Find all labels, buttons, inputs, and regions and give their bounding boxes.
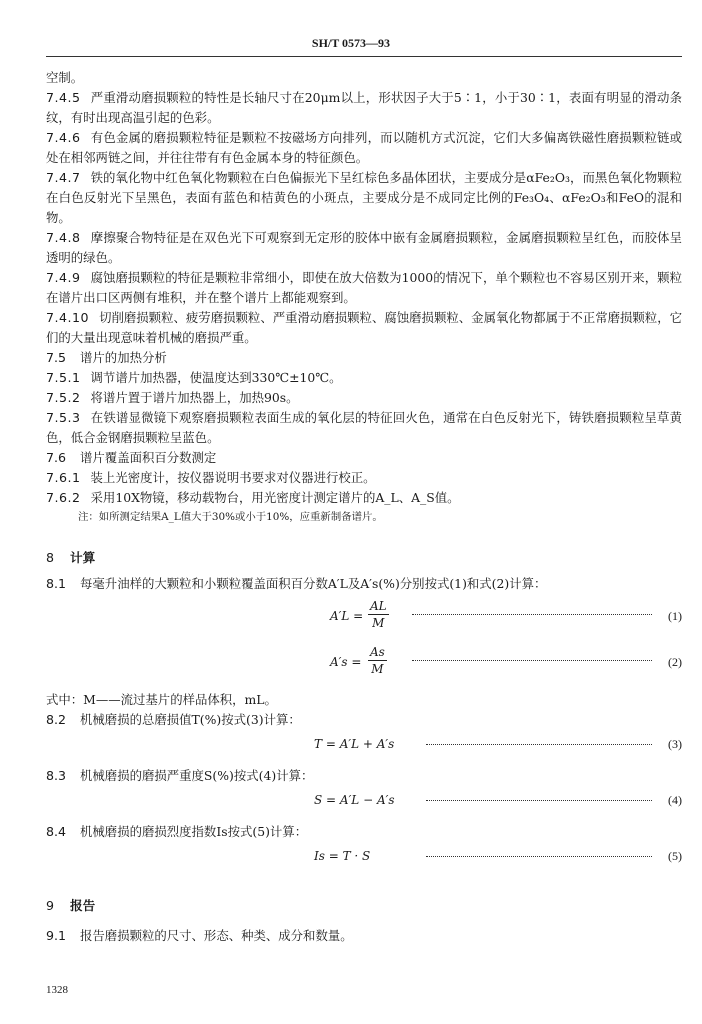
formula-2-lhs: A′s = bbox=[330, 655, 362, 669]
formula-1-numerator: AL bbox=[370, 599, 387, 613]
clause-8-1: 8.1 每毫升油样的大颗粒和小颗粒覆盖面积百分数A′L及A′s(%)分别按式(1)和式(2)计算： bbox=[46, 576, 547, 591]
clause-8-4: 8.4 机械磨损的磨损烈度指数Is按式(5)计算： bbox=[46, 824, 308, 839]
document-body bbox=[46, 68, 682, 946]
clause-7-4-5: 7.4.5 严重滑动磨损颗粒的特性是长轴尺寸在20μm以上，形状因子大于5∶1，小于30∶1，表面有明显的滑动条纹，有时出现高温引起的色彩。 bbox=[46, 90, 682, 125]
note: 注：如所测定结果A_L值大于30%或小于10%，应重新制备谱片。 bbox=[78, 511, 383, 523]
formula-1-denominator: M bbox=[372, 616, 385, 630]
page-header: SH/T 0573—93 bbox=[311, 36, 391, 50]
clause-9-1: 9.1 报告磨损颗粒的尺寸、形态、种类、成分和数量。 bbox=[46, 928, 353, 943]
formula-4-expression: S = A′L − A′s bbox=[314, 793, 395, 807]
formula-2-number: (2) bbox=[668, 655, 682, 669]
formula-1-leader bbox=[412, 614, 652, 615]
formula-5-expression: Is = T · S bbox=[314, 849, 371, 863]
clause-7-6: 7.6 谱片覆盖面积百分数测定 bbox=[46, 450, 217, 465]
clause-7-4-7: 7.4.7 铁的氧化物中红色氧化物颗粒在白色偏振光下呈红棕色多晶体团状，主要成分是αFe₂O₃，而黑色氧化物颗粒在白色反射光下呈黑色，表面有蓝色和桔黄色的小斑点，主要成分是不成同定比例的Fe₃O₄、αFe₂O₃和FeO的混和物。 bbox=[46, 170, 682, 225]
formula-5 bbox=[46, 842, 682, 870]
clause-7-4-6: 7.4.6 有色金属的磨损颗粒特征是颗粒不按磁场方向排列，而以随机方式沉淀，它们大多偏离铁磁性磨损颗粒链或处在相邻两链之间，并往往带有有色金属本身的特征颜色。 bbox=[46, 130, 682, 165]
clause-8-3: 8.3 机械磨损的磨损严重度S(%)按式(4)计算： bbox=[46, 768, 314, 783]
section-8-heading: 8 计算 bbox=[46, 550, 96, 565]
clause-7-5-1: 7.5.1 调节谱片加热器，使温度达到330℃±10℃。 bbox=[46, 370, 342, 385]
formula-5-leader bbox=[426, 856, 652, 857]
clause-7-4-8: 7.4.8 摩擦聚合物特征是在双色光下可观察到无定形的胶体中嵌有金属磨损颗粒，金属磨损颗粒呈红色，而胶体呈透明的绿色。 bbox=[46, 230, 682, 265]
formula-3-number: (3) bbox=[668, 737, 682, 751]
formula-4-leader bbox=[426, 800, 652, 801]
clause-7-5: 7.5 谱片的加热分析 bbox=[46, 350, 167, 365]
formula-3 bbox=[46, 730, 682, 758]
clause-7-6-2: 7.6.2 采用10X物镜，移动载物台，用光密度计测定谱片的A_L、A_S值。 bbox=[46, 490, 460, 505]
page-number: 1328 bbox=[46, 984, 68, 996]
formula-2-leader bbox=[412, 660, 652, 661]
formula-4 bbox=[46, 786, 682, 814]
formula-3-leader bbox=[426, 744, 652, 745]
formula-2-fraction bbox=[368, 644, 387, 677]
formula-2-numerator: As bbox=[370, 645, 385, 659]
formula-1-number: (1) bbox=[668, 609, 682, 623]
clause-8-2: 8.2 机械磨损的总磨损值T(%)按式(3)计算： bbox=[46, 712, 301, 727]
formula-1 bbox=[46, 594, 682, 640]
formula-5-number: (5) bbox=[668, 849, 682, 863]
where-clause: 式中：M——流过基片的样品体积，mL。 bbox=[46, 692, 277, 707]
section-9-heading: 9 报告 bbox=[46, 898, 96, 913]
formula-2-denominator: M bbox=[371, 662, 384, 676]
clause-7-4-10: 7.4.10 切削磨损颗粒、疲劳磨损颗粒、严重滑动磨损颗粒、腐蚀磨损颗粒、金属氧化物都属于不正常磨损颗粒，它们的大量出现意味着机械的磨损严重。 bbox=[46, 310, 682, 345]
formula-1-fraction bbox=[368, 598, 389, 631]
formula-4-number: (4) bbox=[668, 793, 682, 807]
formula-1-lhs: A′L = bbox=[330, 609, 364, 623]
paragraph-continuation: 空制。 bbox=[46, 70, 84, 85]
clause-7-5-3: 7.5.3 在铁谱显微镜下观察磨损颗粒表面生成的氧化层的特征回火色，通常在白色反射光下，铸铁磨损颗粒呈草黄色，低合金钢磨损颗粒呈蓝色。 bbox=[46, 410, 682, 445]
clause-7-4-9: 7.4.9 腐蚀磨损颗粒的特征是颗粒非常细小，即使在放大倍数为1000的情况下，单个颗粒也不容易区别开来，颗粒在谱片出口区两侧有堆积，并在整个谱片上都能观察到。 bbox=[46, 270, 682, 305]
clause-7-6-1: 7.6.1 装上光密度计，按仪器说明书要求对仪器进行校正。 bbox=[46, 470, 376, 485]
formula-3-expression: T = A′L + A′s bbox=[314, 737, 395, 751]
clause-7-5-2: 7.5.2 将谱片置于谱片加热器上，加热90s。 bbox=[46, 390, 299, 405]
formula-2 bbox=[46, 640, 682, 686]
header-rule bbox=[46, 56, 682, 57]
